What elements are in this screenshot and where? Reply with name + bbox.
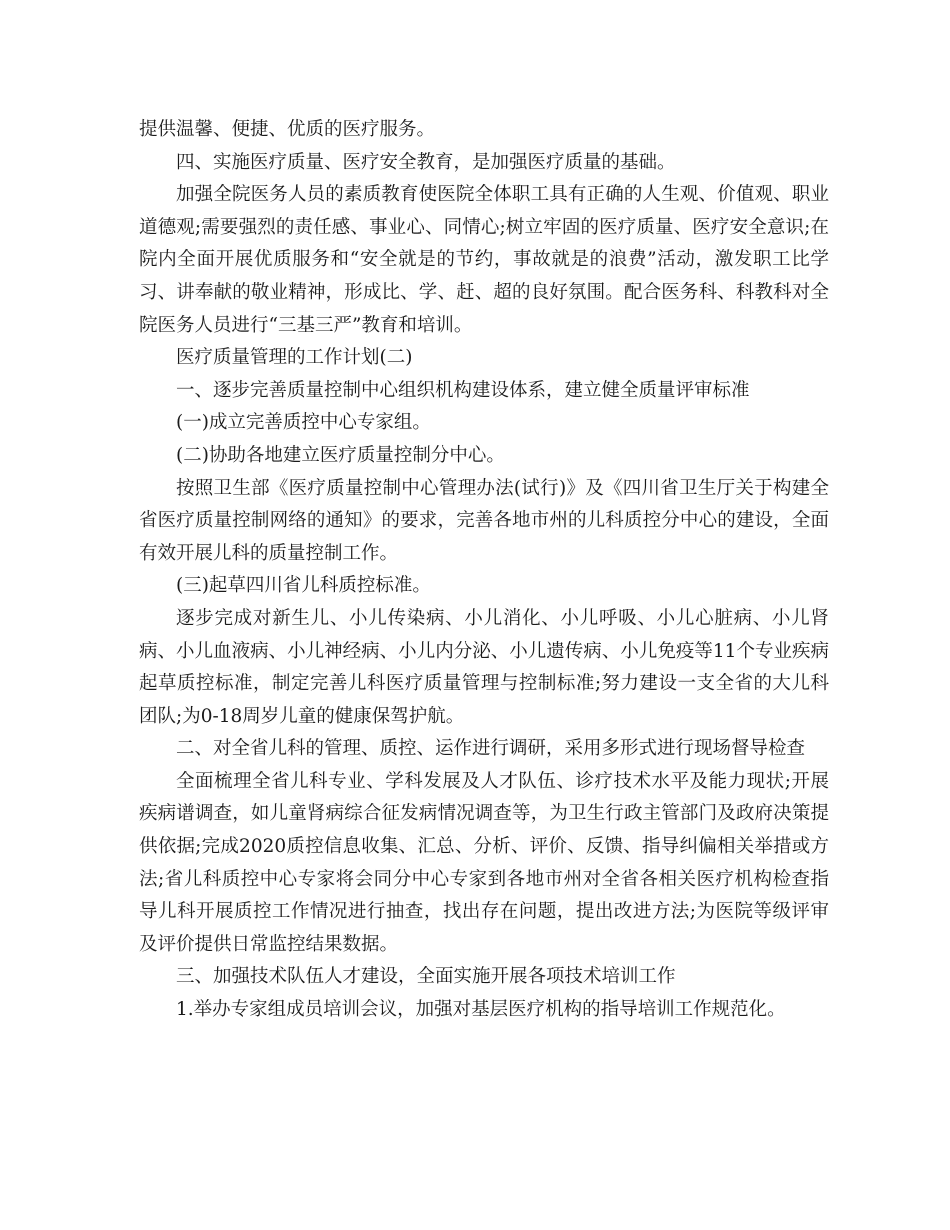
paragraph-quality-education: 加强全院医务人员的素质教育使医院全体职工具有正确的人生观、价值观、职业道德观;需要强烈的责任感、事业心、同情心;树立牢固的医疗质量、医疗安全意识;在院内全面开展优质服务和“安全就是的节约，事故就是的浪费”活动，激发职工比学习、讲奉献的敬业精神，形成比、学、赶、超的良好氛围。配合医务科、科教科对全院医务人员进行“三基三严”教育和培训。 (139, 184, 829, 336)
paragraph-subheading-2: (二)协助各地建立医疗质量控制分中心。 (176, 444, 505, 466)
paragraph-heading-one: 一、逐步完善质量控制中心组织机构建设体系，建立健全质量评审标准 (176, 379, 750, 401)
paragraph-heading-four: 四、实施医疗质量、医疗安全教育，是加强医疗质量的基础。 (176, 151, 676, 173)
paragraph-plan-title: 医疗质量管理的工作计划(二) (176, 347, 413, 369)
paragraph-standards: 逐步完成对新生儿、小儿传染病、小儿消化、小儿呼吸、小儿心脏病、小儿肾病、小儿血液病、小儿神经病、小儿内分泌、小儿遗传病、小儿免疫等11个专业疾病起草质控标准，制定完善儿科医疗质量管理与控制标准;努力建设一支全省的大儿科团队;为0-18周岁儿童的健康保驾护航。 (139, 607, 829, 727)
paragraph-subheading-3: (三)起草四川省儿科质控标准。 (176, 575, 431, 597)
paragraph-training-item-1: 1.举办专家组成员培训会议，加强对基层医疗机构的指导培训工作规范化。 (176, 999, 786, 1021)
paragraph-subheading-1: (一)成立完善质控中心专家组。 (176, 412, 431, 434)
paragraph-survey: 全面梳理全省儿科专业、学科发展及人才队伍、诊疗技术水平及能力现状;开展疾病谱调查，如儿童肾病综合征发病情况调查等，为卫生行政主管部门及政府决策提供依据;完成2020质控信息收集、汇总、分析、评价、反馈、指导纠偏相关举措或方法;省儿科质控中心专家将会同分中心专家到各地市州对全省各相关医疗机构检查指导儿科开展质控工作情况进行抽查，找出存在问题，提出改进方法;为医院等级评审及评价提供日常监控结果数据。 (139, 770, 829, 955)
document-body (139, 114, 829, 1027)
paragraph-network-building: 按照卫生部《医疗质量控制中心管理办法(试行)》及《四川省卫生厅关于构建全省医疗质量控制网络的通知》的要求，完善各地市州的儿科质控分中心的建设，全面有效开展儿科的质量控制工作。 (139, 477, 829, 564)
paragraph-heading-three: 三、加强技术队伍人才建设，全面实施开展各项技术培训工作 (176, 966, 676, 988)
paragraph-heading-two: 二、对全省儿科的管理、质控、运作进行调研，采用多形式进行现场督导检查 (176, 738, 806, 760)
paragraph-continuation: 提供温馨、便捷、优质的医疗服务。 (139, 119, 436, 140)
